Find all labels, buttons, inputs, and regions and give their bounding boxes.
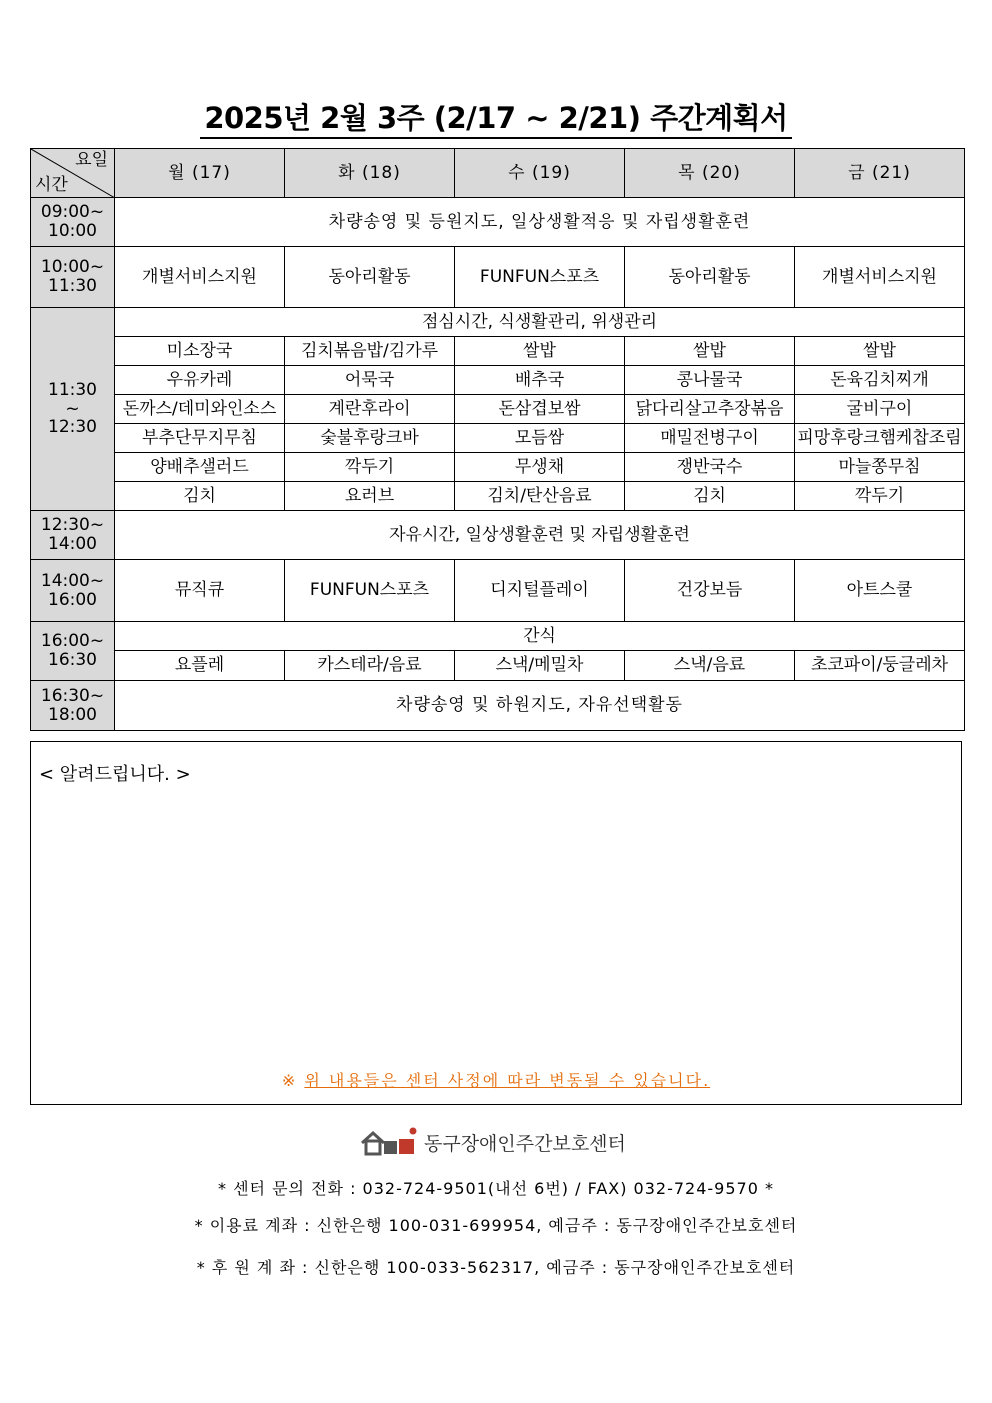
time-cell: 14:00~ 16:00 (31, 560, 115, 622)
program-cell: FUNFUN스포츠 (455, 247, 625, 308)
program-cell: 아트스쿨 (795, 560, 965, 622)
menu-cell: 배추국 (455, 366, 625, 395)
menu-cell: 김치/탄산음료 (455, 482, 625, 511)
row-1630 (31, 681, 965, 731)
menu-cell: 매밀전병구이 (625, 424, 795, 453)
menu-cell: 모듬쌈 (455, 424, 625, 453)
time-cell: 11:30 ~ 12:30 (31, 308, 115, 511)
menu-cell: 피망후랑크햄케찹조림 (795, 424, 965, 453)
program-cell: 디지털플레이 (455, 560, 625, 622)
time-cell: 16:00~ 16:30 (31, 622, 115, 681)
menu-cell: 굴비구이 (795, 395, 965, 424)
menu-row (31, 424, 965, 453)
menu-cell: 쟁반국수 (625, 453, 795, 482)
menu-cell: 김치 (115, 482, 285, 511)
header-row (31, 149, 965, 198)
row-1230 (31, 511, 965, 560)
menu-cell: 부추단무지무침 (115, 424, 285, 453)
snack-cell: 스낵/메밀차 (455, 651, 625, 681)
time-cell: 10:00~ 11:30 (31, 247, 115, 308)
program-cell: 개별서비스지원 (115, 247, 285, 308)
row-0900 (31, 198, 965, 247)
menu-cell: 마늘쫑무침 (795, 453, 965, 482)
row-1400 (31, 560, 965, 622)
day-header-mon: 월 (17) (115, 149, 285, 198)
warning-mark: ※ (281, 1071, 298, 1090)
menu-cell: 돈육김치찌개 (795, 366, 965, 395)
menu-cell: 숯불후랑크바 (285, 424, 455, 453)
menu-row (31, 482, 965, 511)
weekly-plan-table (30, 148, 965, 731)
activity-cell: 차량송영 및 등원지도, 일상생활적응 및 자립생활훈련 (115, 198, 965, 247)
menu-cell: 닭다리살고추장볶음 (625, 395, 795, 424)
row-snack-heading (31, 622, 965, 651)
program-cell: 건강보듬 (625, 560, 795, 622)
snack-cell: 스낵/음료 (625, 651, 795, 681)
day-axis-label: 요일 (75, 150, 108, 170)
menu-cell: 돈삼겹보쌈 (455, 395, 625, 424)
day-header-wed: 수 (19) (455, 149, 625, 198)
menu-cell: 무생채 (455, 453, 625, 482)
row-1000 (31, 247, 965, 308)
time-cell: 12:30~ 14:00 (31, 511, 115, 560)
time-cell: 16:30~ 18:00 (31, 681, 115, 731)
menu-row (31, 453, 965, 482)
snack-cell: 카스테라/음료 (285, 651, 455, 681)
snack-cell: 초코파이/둥글레차 (795, 651, 965, 681)
day-header-tue: 화 (18) (285, 149, 455, 198)
menu-cell: 미소장국 (115, 337, 285, 366)
menu-cell: 김치 (625, 482, 795, 511)
program-cell: 개별서비스지원 (795, 247, 965, 308)
menu-cell: 돈까스/데미와인소스 (115, 395, 285, 424)
menu-cell: 쌀밥 (455, 337, 625, 366)
row-lunch-heading (31, 308, 965, 337)
menu-cell: 깍두기 (795, 482, 965, 511)
menu-cell: 쌀밥 (625, 337, 795, 366)
page-title: 2025년 2월 3주 (2/17 ~ 2/21) 주간계획서 (0, 96, 992, 137)
change-warning (31, 1068, 961, 1091)
corner-cell (31, 149, 115, 198)
menu-cell: 양배추샐러드 (115, 453, 285, 482)
snack-row (31, 651, 965, 681)
fee-account: * 이용료 계좌 : 신한은행 100-031-699954, 예금주 : 동구장애인주간보호센터 (194, 1216, 798, 1235)
notice-box (30, 741, 962, 1105)
house-logo-icon (360, 1127, 418, 1157)
time-axis-label: 시간 (35, 175, 68, 196)
activity-cell: 차량송영 및 하원지도, 자유선택활동 (115, 681, 965, 731)
notice-heading: < 알려드립니다. > (39, 764, 191, 785)
program-cell: 동아리활동 (625, 247, 795, 308)
time-cell: 09:00~ 10:00 (31, 198, 115, 247)
program-cell: 동아리활동 (285, 247, 455, 308)
day-header-fri: 금 (21) (795, 149, 965, 198)
menu-row (31, 395, 965, 424)
lunch-heading: 점심시간, 식생활관리, 위생관리 (115, 308, 965, 337)
program-cell: FUNFUN스포츠 (285, 560, 455, 622)
warning-text: 위 내용들은 센터 사정에 따라 변동될 수 있습니다. (304, 1071, 711, 1090)
menu-row (31, 337, 965, 366)
snack-heading: 간식 (115, 622, 965, 651)
menu-cell: 어묵국 (285, 366, 455, 395)
donation-account: * 후 원 계 좌 : 신한은행 100-033-562317, 예금주 : 동구장애인주간보호센터 (196, 1258, 796, 1277)
menu-row (31, 366, 965, 395)
menu-cell: 계란후라이 (285, 395, 455, 424)
program-cell: 뮤직큐 (115, 560, 285, 622)
snack-cell: 요플레 (115, 651, 285, 681)
contact-phone: * 센터 문의 전화 : 032-724-9501(내선 6번) / FAX) 032-724-9570 * (218, 1179, 774, 1198)
activity-cell: 자유시간, 일상생활훈련 및 자립생활훈련 (115, 511, 965, 560)
center-name: 동구장애인주간보호센터 (424, 1132, 626, 1155)
menu-cell: 요러브 (285, 482, 455, 511)
menu-cell: 깍두기 (285, 453, 455, 482)
center-logo (360, 1126, 626, 1158)
menu-cell: 김치볶음밥/김가루 (285, 337, 455, 366)
menu-cell: 콩나물국 (625, 366, 795, 395)
menu-cell: 쌀밥 (795, 337, 965, 366)
day-header-thu: 목 (20) (625, 149, 795, 198)
menu-cell: 우유카레 (115, 366, 285, 395)
